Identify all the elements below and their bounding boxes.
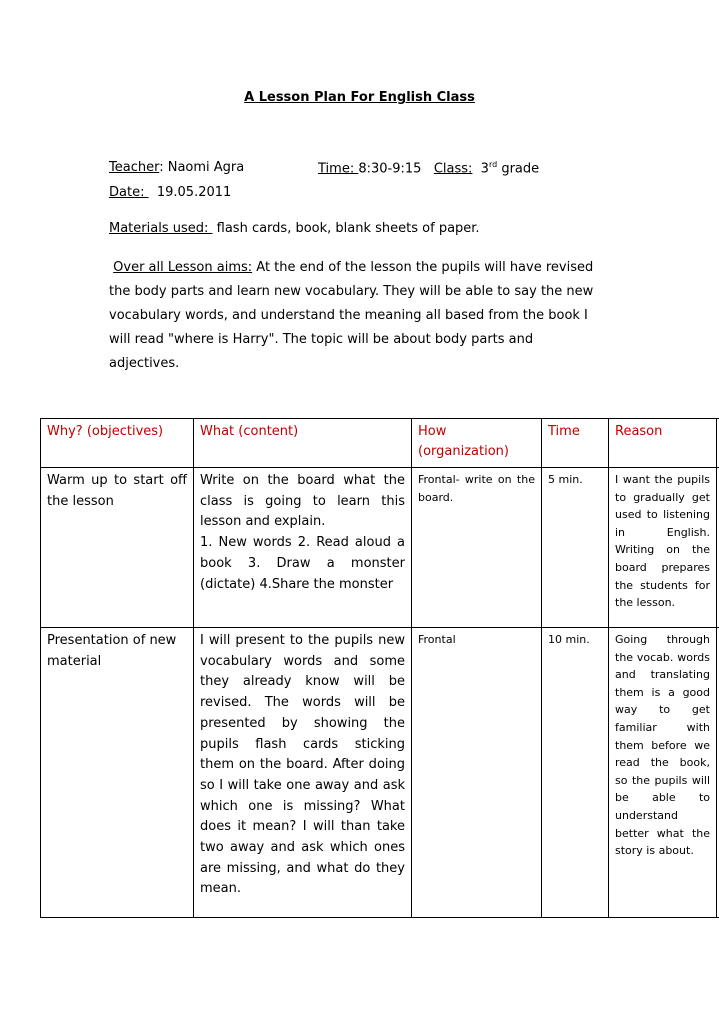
class-grade-rest: grade (497, 161, 540, 177)
header-what: What (content) (194, 419, 412, 468)
row-what (194, 628, 412, 918)
header-time: Time (542, 419, 609, 468)
row-reason (609, 468, 717, 628)
row-reason-text: Going through the vocab. words and translating them is a good way to get familiar with them before we read the book, so the pupils will be able to understand better what the story is about. (615, 633, 710, 858)
row-time (542, 628, 609, 918)
row-how (412, 468, 542, 628)
aims-text: At the end of the lesson the pupils will have revised the body parts and learn new vocabulary. They will be able to say the new vocabulary words, and understand the meaning all based from the book I will read "where is Harry". The topic will be about body parts and adjectives. (109, 260, 594, 371)
class-grade-number: 3 (480, 161, 489, 177)
lesson-aims (109, 256, 604, 376)
materials-label: Materials used: (109, 221, 213, 236)
aims-label: Over all Lesson aims: (113, 260, 253, 275)
row-reason (609, 628, 717, 918)
header-how: How (organization) (412, 419, 542, 468)
row-what (194, 468, 412, 628)
row-what-text: Write on the board what the class is going to learn this lesson and explain. (200, 473, 405, 530)
row-why (41, 468, 194, 628)
table-row (41, 468, 719, 628)
lesson-plan-table (40, 418, 719, 918)
date-line (109, 185, 231, 200)
row-what-text: I will present to the pupils new vocabulary words and some they already know will be revised. The words will be presented by showing the pupils flash cards sticking them on the board. After doing so I will take one away and ask which one is missing? What does it mean? I will than take two away and ask which ones are missing, and what do they mean. (200, 633, 405, 897)
header-reason: Reason (609, 419, 717, 468)
page-title: A Lesson Plan For English Class (244, 90, 475, 105)
time-value: 8:30-9:15 (358, 161, 422, 177)
table-row (41, 628, 719, 918)
class-label: Class: (433, 161, 473, 177)
time-label: Time: (318, 161, 359, 177)
row-time (542, 468, 609, 628)
row-why-text: Presentation of new material (47, 633, 177, 669)
class-grade-suffix: rd (488, 160, 498, 169)
header-why: Why? (objectives) (41, 419, 194, 468)
teacher-label: Teacher (109, 160, 160, 175)
row-reason-text: I want the pupils to gradually get used to listening in English. Writing on the board prepares the students for the lesson. (615, 473, 710, 610)
materials-value: flash cards, book, blank sheets of paper. (216, 221, 480, 236)
teacher-value: : Naomi Agra (159, 160, 245, 175)
date-value: 19.05.2011 (156, 185, 232, 200)
row-why (41, 628, 194, 918)
row-time-text: 10 min. (548, 633, 590, 646)
row-how-text: Frontal (418, 633, 456, 646)
teacher-line (109, 160, 244, 175)
row-why-text: Warm up to start off the lesson (47, 473, 187, 509)
row-time-text: 5 min. (548, 473, 583, 486)
row-what-list: 1. New words 2. Read aloud a book 3. Draw a monster (dictate) 4.Share the monster (200, 535, 405, 592)
table-header-row (41, 419, 719, 468)
date-label: Date: (109, 185, 149, 200)
row-how (412, 628, 542, 918)
row-how-text: Frontal- write on the board. (418, 473, 535, 504)
materials-line (109, 221, 480, 236)
time-class-line (318, 160, 539, 176)
